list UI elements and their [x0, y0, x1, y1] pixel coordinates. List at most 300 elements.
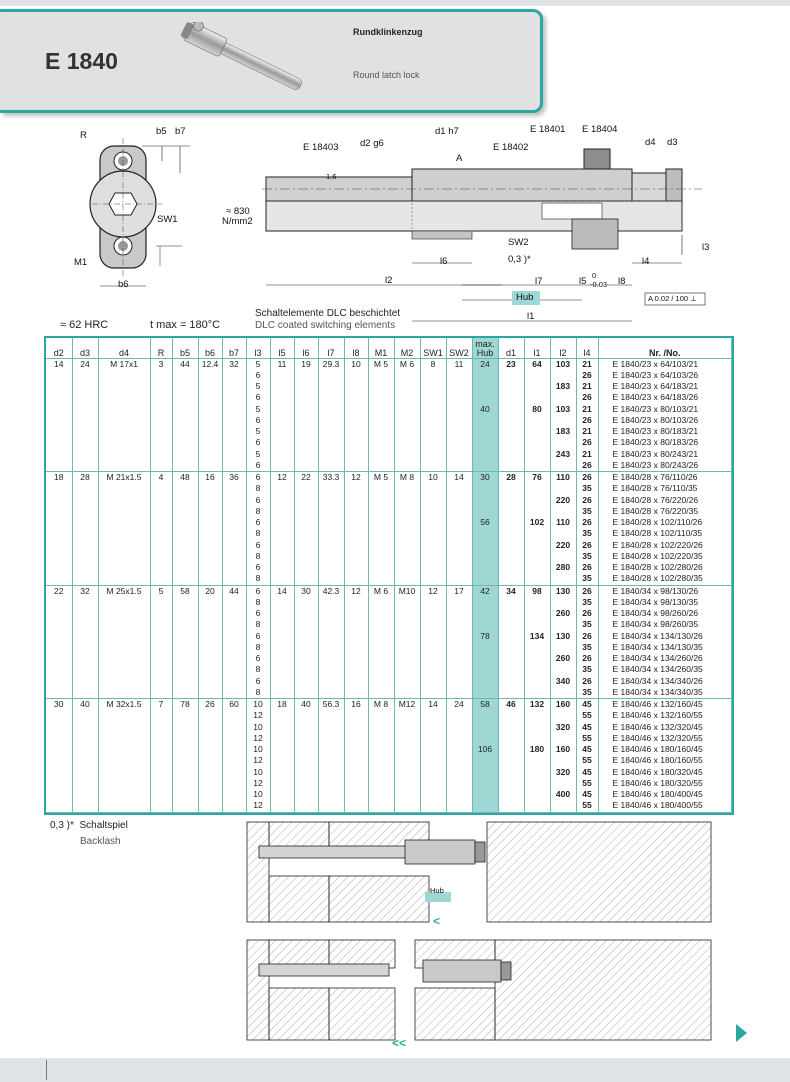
- label-l5-tol-top: 0: [592, 271, 597, 280]
- cell-b6: [198, 437, 222, 448]
- cell-l4: 35: [576, 664, 598, 675]
- cell-l3: 10: [246, 767, 270, 778]
- cell-l7: [318, 687, 344, 699]
- cell-l4: 45: [576, 789, 598, 800]
- cell-l1: [524, 608, 550, 619]
- cell-l4: 26: [576, 460, 598, 472]
- cell-b7: [222, 722, 246, 733]
- bottom-divider: [46, 1060, 47, 1080]
- cell-d1: [498, 528, 524, 539]
- cell-max-hub: [472, 426, 498, 437]
- cell-m1: [368, 404, 394, 415]
- cell-d1: [498, 392, 524, 403]
- col-d4: d4: [98, 338, 150, 358]
- cell-sw2: [446, 528, 472, 539]
- cell-d4: [98, 437, 150, 448]
- cell-l2: 103: [550, 358, 576, 370]
- cell-b5: [172, 631, 198, 642]
- cell-m1: [368, 631, 394, 642]
- cell-d2: [46, 733, 72, 744]
- cell-m2: [394, 800, 420, 812]
- cell-d1: [498, 710, 524, 721]
- cell-b5: [172, 392, 198, 403]
- table-row: [46, 800, 732, 812]
- cell-sw1: [420, 551, 446, 562]
- cell-m2: [394, 597, 420, 608]
- table-row: [46, 426, 732, 437]
- cell-l2: 260: [550, 608, 576, 619]
- cell-b5: [172, 676, 198, 687]
- cell-order-number: E 1840/46 x 132/320/45: [598, 722, 732, 733]
- cell-l7: [318, 381, 344, 392]
- cell-d3: [72, 517, 98, 528]
- cell-sw1: [420, 506, 446, 517]
- cell-l1: [524, 800, 550, 812]
- cell-order-number: E 1840/23 x 80/183/21: [598, 426, 732, 437]
- cell-r: [150, 642, 172, 653]
- cell-d3: [72, 449, 98, 460]
- table-row: [46, 676, 732, 687]
- cell-d1: [498, 404, 524, 415]
- cell-l4: 21: [576, 449, 598, 460]
- cell-b6: [198, 687, 222, 699]
- cell-l4: 26: [576, 415, 598, 426]
- cell-m1: [368, 449, 394, 460]
- cell-r: [150, 506, 172, 517]
- cell-max-hub: [472, 800, 498, 812]
- cell-l3: 5: [246, 449, 270, 460]
- cell-l4: 26: [576, 653, 598, 664]
- cell-l7: [318, 426, 344, 437]
- cell-order-number: E 1840/23 x 64/183/21: [598, 381, 732, 392]
- cell-l1: [524, 676, 550, 687]
- cell-sw1: [420, 495, 446, 506]
- table-row: [46, 392, 732, 403]
- cell-l6: [294, 733, 318, 744]
- cell-m1: [368, 460, 394, 472]
- cell-m2: [394, 528, 420, 539]
- cell-r: [150, 517, 172, 528]
- cell-max-hub: [472, 733, 498, 744]
- cell-order-number: E 1840/28 x 76/110/26: [598, 472, 732, 484]
- cell-b7: 36: [222, 472, 246, 484]
- cell-l3: 12: [246, 778, 270, 789]
- cell-b5: [172, 755, 198, 766]
- label-l2: l2: [385, 275, 393, 286]
- cell-d4: [98, 767, 150, 778]
- cell-l8: [344, 415, 368, 426]
- cell-m1: [368, 597, 394, 608]
- cell-l1: 80: [524, 404, 550, 415]
- cell-m2: [394, 631, 420, 642]
- cell-l7: [318, 517, 344, 528]
- cell-l5: [270, 778, 294, 789]
- cell-l1: [524, 551, 550, 562]
- cell-l8: [344, 631, 368, 642]
- cell-l4: 35: [576, 642, 598, 653]
- col-m1: M1: [368, 338, 394, 358]
- label-l5-tol-bot: -0.03: [590, 280, 608, 289]
- cell-d4: [98, 755, 150, 766]
- cell-order-number: E 1840/28 x 102/220/35: [598, 551, 732, 562]
- cell-d3: [72, 733, 98, 744]
- cell-d2: [46, 370, 72, 381]
- cell-r: [150, 664, 172, 675]
- table-row: [46, 460, 732, 472]
- cell-l4: 21: [576, 381, 598, 392]
- cell-order-number: E 1840/23 x 64/103/21: [598, 358, 732, 370]
- cell-max-hub: [472, 710, 498, 721]
- cell-order-number: E 1840/28 x 102/280/35: [598, 573, 732, 585]
- label-d3: d3: [667, 137, 678, 148]
- cell-l8: [344, 370, 368, 381]
- cell-b5: [172, 426, 198, 437]
- next-page-arrow-icon[interactable]: [736, 1024, 747, 1042]
- cell-m2: [394, 573, 420, 585]
- cell-l5: [270, 744, 294, 755]
- cell-m2: [394, 664, 420, 675]
- cell-l2: 183: [550, 426, 576, 437]
- cell-b6: [198, 664, 222, 675]
- cell-sw1: [420, 404, 446, 415]
- cell-b6: [198, 597, 222, 608]
- cell-d2: [46, 722, 72, 733]
- cell-l6: [294, 767, 318, 778]
- cell-order-number: E 1840/34 x 134/130/35: [598, 642, 732, 653]
- cell-l7: 42.3: [318, 585, 344, 597]
- cell-max-hub: [472, 642, 498, 653]
- cell-b7: [222, 495, 246, 506]
- cell-m1: [368, 789, 394, 800]
- cell-l1: [524, 767, 550, 778]
- cell-d4: [98, 573, 150, 585]
- cell-m2: [394, 404, 420, 415]
- cell-d3: 40: [72, 699, 98, 711]
- cell-l5: 11: [270, 358, 294, 370]
- cell-sw2: [446, 540, 472, 551]
- cell-r: [150, 540, 172, 551]
- label-b7: b7: [175, 126, 186, 137]
- table-row: [46, 472, 732, 484]
- cell-l6: [294, 528, 318, 539]
- cell-max-hub: [472, 551, 498, 562]
- cell-sw1: [420, 778, 446, 789]
- cell-b5: 48: [172, 472, 198, 484]
- cell-r: [150, 653, 172, 664]
- cell-l1: 134: [524, 631, 550, 642]
- cell-l1: [524, 642, 550, 653]
- cell-l2: 110: [550, 517, 576, 528]
- cell-l5: [270, 789, 294, 800]
- cell-m1: [368, 551, 394, 562]
- cell-max-hub: [472, 653, 498, 664]
- cell-sw1: [420, 528, 446, 539]
- cell-d3: [72, 722, 98, 733]
- cell-l7: [318, 597, 344, 608]
- cell-r: [150, 800, 172, 812]
- cell-l8: 16: [344, 699, 368, 711]
- cell-order-number: E 1840/34 x 134/340/35: [598, 687, 732, 699]
- cell-m2: M 8: [394, 472, 420, 484]
- cell-d2: [46, 767, 72, 778]
- cell-l6: [294, 426, 318, 437]
- cell-max-hub: [472, 676, 498, 687]
- cell-b6: [198, 483, 222, 494]
- cell-d3: [72, 426, 98, 437]
- table-row: [46, 710, 732, 721]
- cell-m1: [368, 528, 394, 539]
- cell-m1: [368, 778, 394, 789]
- cell-m2: [394, 517, 420, 528]
- col-l7: l7: [318, 338, 344, 358]
- cell-sw1: [420, 437, 446, 448]
- cell-l6: [294, 778, 318, 789]
- cell-order-number: E 1840/46 x 132/320/55: [598, 733, 732, 744]
- footnote-english: Backlash: [80, 836, 121, 847]
- cell-b6: [198, 551, 222, 562]
- table-row: [46, 573, 732, 585]
- cell-l6: [294, 551, 318, 562]
- cell-l3: 10: [246, 789, 270, 800]
- label-strength-value: ≈ 830: [226, 206, 250, 217]
- cell-b6: [198, 733, 222, 744]
- cell-sw2: [446, 426, 472, 437]
- table-row: [46, 495, 732, 506]
- cell-l8: [344, 562, 368, 573]
- cell-max-hub: [472, 495, 498, 506]
- label-l3: l3: [702, 242, 710, 253]
- col-nr: Nr. /No.: [598, 338, 732, 358]
- cell-d3: [72, 642, 98, 653]
- cell-max-hub: 106: [472, 744, 498, 755]
- cell-l5: [270, 722, 294, 733]
- cell-l1: [524, 573, 550, 585]
- cell-l2: 243: [550, 449, 576, 460]
- cell-m1: [368, 370, 394, 381]
- cell-d4: [98, 597, 150, 608]
- cell-d3: [72, 562, 98, 573]
- cell-l8: [344, 506, 368, 517]
- cell-l2: [550, 642, 576, 653]
- cell-b6: [198, 755, 222, 766]
- cell-d4: [98, 415, 150, 426]
- cell-d2: [46, 676, 72, 687]
- cell-l4: 21: [576, 404, 598, 415]
- cell-l1: 76: [524, 472, 550, 484]
- cell-l2: 220: [550, 495, 576, 506]
- cell-l2: [550, 415, 576, 426]
- cell-l8: [344, 676, 368, 687]
- col-l5: l5: [270, 338, 294, 358]
- cell-l5: [270, 608, 294, 619]
- cell-l4: 45: [576, 699, 598, 711]
- cell-l2: [550, 687, 576, 699]
- cell-l4: 26: [576, 585, 598, 597]
- cell-l7: [318, 642, 344, 653]
- cell-d2: [46, 778, 72, 789]
- table-row: [46, 653, 732, 664]
- table-header: [46, 338, 732, 358]
- cell-b6: [198, 767, 222, 778]
- cell-l1: [524, 392, 550, 403]
- cell-d2: [46, 460, 72, 472]
- cell-l2: [550, 733, 576, 744]
- cell-l4: 26: [576, 517, 598, 528]
- cell-l3: 12: [246, 755, 270, 766]
- cell-sw1: [420, 789, 446, 800]
- cell-max-hub: [472, 778, 498, 789]
- cell-d1: [498, 800, 524, 812]
- cell-max-hub: [472, 687, 498, 699]
- cell-d2: 30: [46, 699, 72, 711]
- cell-m2: M12: [394, 699, 420, 711]
- cell-b7: [222, 597, 246, 608]
- cell-m1: [368, 562, 394, 573]
- cell-d2: [46, 710, 72, 721]
- installation-drawing: [245, 818, 715, 1050]
- cell-d4: [98, 800, 150, 812]
- cell-order-number: E 1840/34 x 134/130/26: [598, 631, 732, 642]
- cell-sw1: [420, 597, 446, 608]
- table-row: [46, 540, 732, 551]
- cell-l8: [344, 619, 368, 630]
- cell-l2: 160: [550, 699, 576, 711]
- cell-m2: [394, 370, 420, 381]
- cell-l6: 40: [294, 699, 318, 711]
- cell-l8: [344, 437, 368, 448]
- cell-sw2: [446, 755, 472, 766]
- cell-d2: [46, 573, 72, 585]
- cell-order-number: E 1840/28 x 102/280/26: [598, 562, 732, 573]
- cell-l5: [270, 437, 294, 448]
- cell-l5: [270, 517, 294, 528]
- cell-l5: [270, 460, 294, 472]
- cell-d1: [498, 642, 524, 653]
- table-row: [46, 767, 732, 778]
- cell-l5: [270, 528, 294, 539]
- cell-d2: [46, 483, 72, 494]
- cell-l2: 160: [550, 744, 576, 755]
- install-hub-label: Hub: [430, 886, 444, 895]
- label-hub: Hub: [516, 292, 534, 303]
- cell-order-number: E 1840/23 x 80/243/21: [598, 449, 732, 460]
- cell-b6: [198, 404, 222, 415]
- cell-m1: [368, 415, 394, 426]
- cell-b5: [172, 506, 198, 517]
- cell-l6: [294, 608, 318, 619]
- cell-b5: [172, 495, 198, 506]
- cell-l1: [524, 789, 550, 800]
- cell-d2: [46, 642, 72, 653]
- cell-sw2: [446, 744, 472, 755]
- col-max-hub: max. Hub: [472, 338, 498, 358]
- cell-r: [150, 710, 172, 721]
- label-r: R: [80, 130, 87, 141]
- col-sw1: SW1: [420, 338, 446, 358]
- cell-order-number: E 1840/28 x 102/110/35: [598, 528, 732, 539]
- cell-d3: [72, 778, 98, 789]
- cell-l1: [524, 415, 550, 426]
- cell-d4: [98, 370, 150, 381]
- cell-max-hub: [472, 381, 498, 392]
- table-row: [46, 597, 732, 608]
- cell-sw1: 12: [420, 585, 446, 597]
- dlc-note-english: DLC coated switching elements: [255, 320, 396, 331]
- cell-l7: [318, 404, 344, 415]
- cell-l7: [318, 789, 344, 800]
- cell-max-hub: [472, 370, 498, 381]
- cell-l3: 5: [246, 381, 270, 392]
- install-arrow-single: <: [433, 914, 441, 928]
- cell-l1: [524, 426, 550, 437]
- cell-l3: 8: [246, 528, 270, 539]
- cell-l2: [550, 528, 576, 539]
- cell-b7: [222, 381, 246, 392]
- cell-l7: [318, 619, 344, 630]
- cell-b7: [222, 733, 246, 744]
- cell-sw2: [446, 642, 472, 653]
- cell-l7: 33.3: [318, 472, 344, 484]
- cell-r: [150, 778, 172, 789]
- cell-l8: [344, 755, 368, 766]
- cell-order-number: E 1840/28 x 76/220/35: [598, 506, 732, 517]
- cell-m2: [394, 608, 420, 619]
- table-row: [46, 506, 732, 517]
- cell-d1: [498, 597, 524, 608]
- cell-l8: [344, 653, 368, 664]
- cell-l3: 6: [246, 562, 270, 573]
- cell-d1: [498, 778, 524, 789]
- cell-l7: [318, 767, 344, 778]
- cell-d4: [98, 722, 150, 733]
- cell-l6: [294, 722, 318, 733]
- label-backlash: 0,3 )*: [508, 254, 531, 265]
- cell-b6: [198, 676, 222, 687]
- cell-max-hub: 58: [472, 699, 498, 711]
- cell-d2: 22: [46, 585, 72, 597]
- cell-m2: [394, 392, 420, 403]
- cell-sw2: [446, 778, 472, 789]
- cell-l2: [550, 597, 576, 608]
- cell-m1: [368, 437, 394, 448]
- cell-l5: [270, 540, 294, 551]
- col-l2: l2: [550, 338, 576, 358]
- cell-d4: [98, 619, 150, 630]
- cell-l1: [524, 381, 550, 392]
- col-l4: l4: [576, 338, 598, 358]
- cell-l7: [318, 676, 344, 687]
- cell-l5: [270, 370, 294, 381]
- cell-b7: [222, 710, 246, 721]
- cell-d1: [498, 608, 524, 619]
- cell-d3: [72, 676, 98, 687]
- cell-l8: [344, 789, 368, 800]
- cell-l4: 26: [576, 370, 598, 381]
- cell-l7: [318, 664, 344, 675]
- cell-m1: [368, 642, 394, 653]
- cell-order-number: E 1840/23 x 80/103/26: [598, 415, 732, 426]
- cell-d3: 24: [72, 358, 98, 370]
- cell-sw2: [446, 449, 472, 460]
- cell-max-hub: 30: [472, 472, 498, 484]
- cell-r: [150, 415, 172, 426]
- cell-l1: [524, 562, 550, 573]
- cell-d2: [46, 540, 72, 551]
- cell-l1: [524, 449, 550, 460]
- cell-b5: [172, 619, 198, 630]
- cell-d3: [72, 664, 98, 675]
- cell-order-number: E 1840/23 x 80/103/21: [598, 404, 732, 415]
